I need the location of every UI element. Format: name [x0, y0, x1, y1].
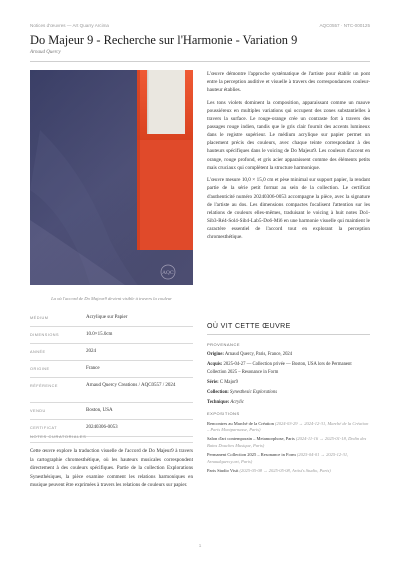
provenance-block — [207, 341, 370, 477]
svg-text:AQC: AQC — [162, 270, 174, 276]
provenance-origin — [207, 351, 370, 358]
page-number: 1 — [198, 543, 202, 548]
property-value: Acrylique sur Papier — [86, 315, 128, 320]
collection-label: Collection: — [207, 390, 229, 396]
exhibitions-heading: EXPOSITIONS — [207, 411, 240, 417]
section-divider — [207, 334, 370, 335]
acquis-value: 2025-04-27 — Collection privée — Boston, USA lors de Permanent Collection 2025 – Resonance in Form — [207, 362, 352, 375]
exhibition-item — [207, 452, 370, 465]
serie-label: Série: — [207, 379, 219, 385]
property-value: Arnaud Quercy Creations / AQC0557 / 2024 — [86, 383, 176, 388]
property-key: ANNÉE — [30, 350, 46, 354]
exhibition-item — [207, 436, 370, 449]
provenance-collection — [207, 389, 370, 396]
exhibition-detail: (2024-03-29 → 2024-12-31, Marché de la Création – Paris Montparnasse, Paris) — [207, 420, 369, 433]
artwork-canvas — [30, 70, 193, 285]
breadcrumb: Notices d'œuvres — Art Quarry Arcima — [30, 23, 109, 28]
property-key: ORIGINE — [30, 367, 50, 371]
property-row — [30, 378, 193, 403]
serie-value: C Major9 — [219, 379, 238, 385]
exhibition-name: Paris Studio Visit — [207, 468, 239, 474]
artwork-caption: La où l'accord de Do Majeur9 devient visible à travers la couleur — [51, 296, 172, 301]
exhibition-item — [207, 421, 370, 434]
page-title: Do Majeur 9 - Recherche sur l'Harmonie - Variation 9 — [30, 33, 298, 47]
page-header — [30, 23, 370, 33]
artist-name: Arnaud Quercy — [30, 50, 61, 55]
description-paragraph: L'œuvre démontre l'approche systématique de l'artiste pour établir un pont entre la perception auditive et visuelle à travers des correspondances couleur-hauteur établies. — [207, 71, 370, 94]
location-section-title: OÙ VIT CETTE ŒUVRE — [207, 323, 291, 330]
exhibition-name: Permanent Collection 2025 – Resonance in Form — [207, 452, 296, 458]
reference-code: AQC0557 · NTC-000125 — [319, 23, 370, 28]
exhibition-item — [207, 468, 370, 474]
header-divider — [30, 61, 370, 62]
property-key: VENDU — [30, 409, 46, 413]
property-row — [30, 344, 193, 361]
provenance-acquis — [207, 361, 370, 375]
collection-value: Synesthesic Explorations — [230, 390, 278, 396]
property-key: MÉDIUM — [30, 316, 49, 320]
property-row — [30, 327, 193, 344]
exhibition-detail: (2025-05-08 → 2025-05-08, Artist's Studio, Paris) — [239, 468, 331, 474]
description-paragraph: Les tons violets dominent la composition, apparaissant comme un mauve poussiéreux en multiples variations qui occupent des zones substantielles à travers la surface. Le rouge-orange crée un contraste fort à travers des passages rouge indien, tandis que le gris clair fournit des accents lumineux dans le registre supérieur. Le médium acrylique sur papier permet un placement précis des couleurs, avec chaque teinte correspondant à des hauteurs spécifiques dans le voicing de Do Majeur9. Les couleurs d'accent en orange, rouge profond, et gris acier apparaissent comme des éléments petits mais cruciaux qui complètent la structure harmonique. — [207, 99, 370, 171]
curatorial-notes-text: Cette œuvre explore la traduction visuelle de l'accord de Do Majeur9 à travers la cartographie chromesthétique, où les hauteurs musicales correspondent directement à des couleurs spécifiques. Partie de la collection Explorations Synesthésiques, la pièce examine comment les relations harmoniques en musique peuvent être exprimées à travers les relations de couleurs sur papier. — [30, 448, 193, 489]
grey-edge — [147, 70, 149, 134]
exhibition-detail: (2024-11-16 → 2025-01-18, Dedin des Bains Douches Musique, Paris) — [207, 436, 367, 448]
technique-value: Acrylic — [230, 400, 244, 406]
origin-label: Origine: — [207, 352, 224, 358]
origin-value: Arnaud Quercy, Paris, France, 2024 — [224, 352, 293, 358]
property-key: CERTIFICAT — [30, 426, 58, 430]
exhibition-detail: (2025-04-01 → 2025-12-31, Arnaudquercy.art, Paris) — [207, 452, 349, 464]
red-indian-block — [137, 140, 193, 250]
property-key: RÉFÉRENCE — [30, 384, 58, 388]
notes-divider — [30, 442, 193, 443]
acquis-label: Acquis: — [207, 362, 223, 368]
property-value: Boston, USA — [86, 408, 113, 413]
exhibitions-block — [207, 410, 370, 474]
artwork-description — [207, 70, 370, 246]
property-value: France — [86, 366, 100, 371]
property-row — [30, 361, 193, 378]
property-row — [30, 310, 193, 327]
red-edge — [137, 70, 140, 250]
property-row — [30, 403, 193, 420]
properties-table — [30, 310, 193, 437]
artwork-image — [30, 70, 193, 285]
exhibition-name: Salon d'art contemporain – Metamorphose, Paris — [207, 436, 295, 442]
property-value: 20240306-0053 — [86, 425, 118, 430]
provenance-serie — [207, 379, 370, 386]
curatorial-notes-heading: NOTES CURATORIALES — [30, 434, 87, 439]
provenance-technique — [207, 399, 370, 406]
technique-label: Technique: — [207, 400, 230, 406]
property-key: DIMENSIONS — [30, 333, 60, 337]
pale-grey-block — [147, 70, 185, 134]
description-paragraph: L'œuvre mesure 10,0 × 15,0 cm et pèse minimal sur support papier, la rendant partie de la série petit format au sein de la collection. Le certificat d'authenticité numéro 20240306-0053 accompagne la pièce, avec la signature de l'artiste au dos. Les dimensions compactes focalisent l'attention sur les relations de couleurs elles-mêmes, traduisant le voicing à huit notes Do1-Sib3-Ré4-Sol4-Sib4-Lab5-Do6-Mi6 en une harmonie visuelle qui maintient le caractère essentiel de l'accord tout en explorant la perception chromesthétique. — [207, 177, 370, 240]
property-value: 2024 — [86, 349, 96, 354]
exhibition-name: Rencontres au Marché de la Création — [207, 420, 274, 426]
property-value: 10.0×15.0cm — [86, 332, 113, 337]
provenance-heading: PROVENANCE — [207, 342, 241, 347]
